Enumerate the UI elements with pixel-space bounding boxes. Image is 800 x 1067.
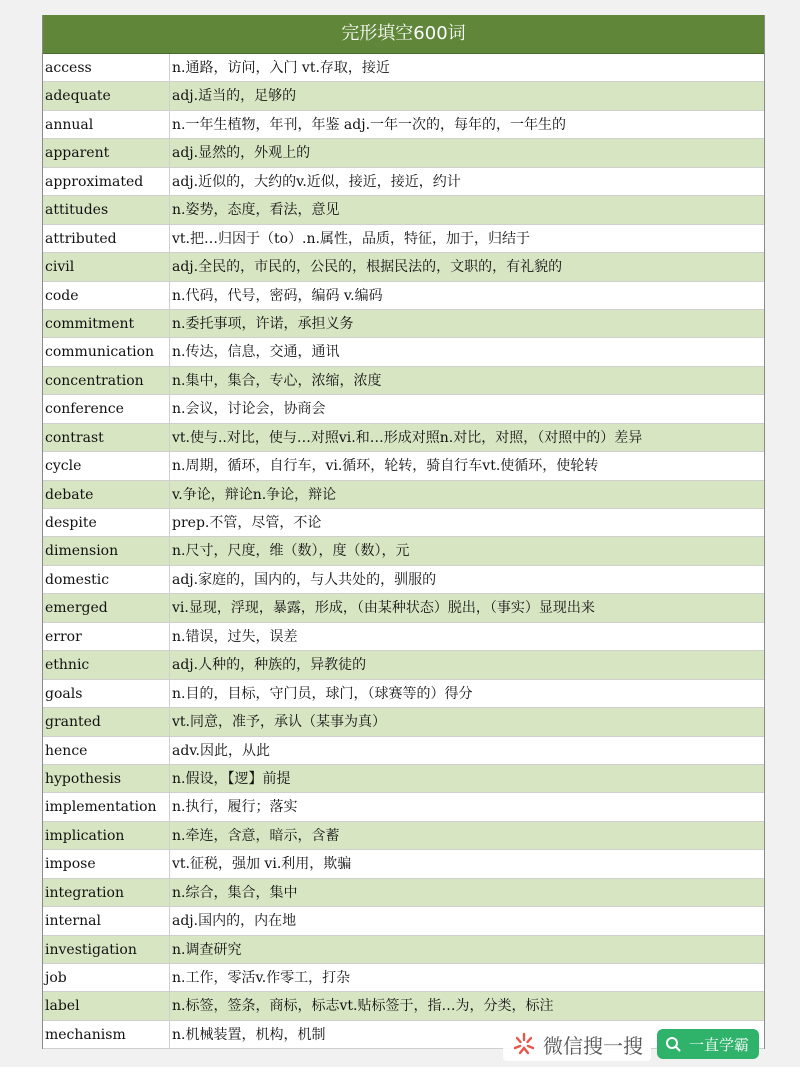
definition-cell: n.机械装置，机构，机制 — [172, 1026, 326, 1043]
table-row — [43, 481, 764, 509]
table-row — [43, 964, 764, 992]
word-cell: approximated — [43, 168, 170, 195]
table-row — [43, 168, 764, 196]
definition-cell: vi.显现，浮现，暴露，形成，（由某种状态）脱出，（事实）显现出来 — [172, 600, 595, 617]
word-cell: code — [43, 282, 170, 309]
table-title: 完形填空600词 — [43, 15, 764, 54]
word-cell: mechanism — [43, 1021, 170, 1048]
definition-cell: vt.把…归因于（to）.n.属性，品质，特征，加于，归结于 — [172, 230, 530, 247]
word-cell: hypothesis — [43, 765, 170, 792]
word-cell: integration — [43, 879, 170, 906]
wechat-search-logo-icon — [511, 1031, 537, 1057]
definition-cell: n.集中，集合，专心，浓缩，浓度 — [172, 372, 382, 389]
table-row — [43, 424, 764, 452]
definition-cell: prep.不管，尽管，不论 — [172, 515, 322, 531]
definition-cell: adj.全民的，市民的，公民的，根据民法的，文职的，有礼貌的 — [172, 259, 563, 276]
table-row — [43, 139, 764, 167]
table-row — [43, 367, 764, 395]
definition-cell: n.周期，循环，自行车，vi.循环，轮转，骑自行车vt.使循环，使轮转 — [172, 458, 599, 475]
definition-cell: n.调查研究 — [172, 941, 242, 958]
definition-cell: n.代码，代号，密码，编码 v.编码 — [172, 287, 383, 304]
table-row — [43, 793, 764, 821]
word-cell: domestic — [43, 566, 170, 593]
definition-cell: n.姿势，态度，看法，意见 — [172, 202, 340, 219]
definition-cell: n.会议，讨论会，协商会 — [172, 401, 326, 418]
definition-cell: n.标签，签条，商标，标志vt.贴标签于，指…为，分类，标注 — [172, 998, 554, 1015]
table-row — [43, 282, 764, 310]
table-row — [43, 651, 764, 679]
word-cell: job — [43, 964, 170, 991]
word-cell: despite — [43, 509, 170, 536]
table-row — [43, 708, 764, 736]
table-row — [43, 936, 764, 964]
table-row — [43, 850, 764, 878]
definition-cell: adj.人种的，种族的，异教徒的 — [172, 657, 367, 674]
definition-cell: n.错误，过失，误差 — [172, 628, 298, 645]
definition-cell: adj.国内的，内在地 — [172, 913, 297, 930]
table-row — [43, 509, 764, 537]
table-row — [43, 623, 764, 651]
word-cell: commitment — [43, 310, 170, 337]
word-cell: concentration — [43, 367, 170, 394]
word-cell: impose — [43, 850, 170, 877]
watermark-text: 微信搜一搜 — [543, 1033, 643, 1058]
table-row — [43, 680, 764, 708]
definition-cell: n.目的，目标，守门员，球门，（球赛等的）得分 — [172, 685, 473, 702]
definition-cell: n.假设，【逻】前提 — [172, 770, 291, 787]
table-row — [43, 822, 764, 850]
definition-cell: n.牵连，含意，暗示，含蓄 — [172, 827, 340, 844]
table-row — [43, 196, 764, 224]
table-row — [43, 452, 764, 480]
table-row — [43, 54, 764, 82]
table-row — [43, 537, 764, 565]
word-cell: error — [43, 623, 170, 650]
table-row — [43, 253, 764, 281]
definition-cell: n.执行，履行；落实 — [172, 799, 298, 816]
definition-cell: vt.使与..对比，使与…对照vi.和…形成对照n.对比，对照，（对照中的）差异 — [172, 429, 643, 446]
definition-cell: adj.近似的，大约的v.近似，接近，接近，约计 — [172, 173, 461, 190]
word-cell: implementation — [43, 793, 170, 820]
table-row — [43, 111, 764, 139]
table-row — [43, 737, 764, 765]
word-cell: debate — [43, 481, 170, 508]
definition-cell: vt.征税，强加 vi.利用，欺骗 — [172, 856, 352, 873]
word-cell: attributed — [43, 225, 170, 252]
word-cell: goals — [43, 680, 170, 707]
word-cell: access — [43, 54, 170, 81]
definition-cell: n.综合，集合，集中 — [172, 884, 298, 901]
table-row — [43, 310, 764, 338]
word-cell: hence — [43, 737, 170, 764]
word-cell: contrast — [43, 424, 170, 451]
watermark-button-label: 一直学霸 — [689, 1035, 750, 1054]
word-cell: ethnic — [43, 651, 170, 678]
table-row — [43, 566, 764, 594]
definition-cell: n.工作，零活v.作零工，打杂 — [172, 970, 351, 986]
table-row — [43, 225, 764, 253]
watermark-label — [503, 1027, 651, 1061]
definition-cell: v.争论，辩论n.争论，辩论 — [172, 486, 337, 503]
word-cell: dimension — [43, 537, 170, 564]
word-cell: conference — [43, 395, 170, 422]
word-cell: adequate — [43, 82, 170, 109]
definition-cell: n.传达，信息，交通，通讯 — [172, 344, 340, 361]
table-row — [43, 338, 764, 366]
table-row — [43, 594, 764, 622]
word-cell: attitudes — [43, 196, 170, 223]
word-cell: emerged — [43, 594, 170, 621]
table-row — [43, 907, 764, 935]
table-row — [43, 765, 764, 793]
word-cell: investigation — [43, 936, 170, 963]
definition-cell: adj.显然的，外观上的 — [172, 145, 311, 162]
definition-cell: vt.同意，准予，承认（某事为真） — [172, 714, 386, 731]
word-cell: civil — [43, 253, 170, 280]
vocabulary-table — [42, 15, 765, 1049]
definition-cell: adj.家庭的，国内的，与人共处的，驯服的 — [172, 571, 437, 588]
watermark-search-button[interactable] — [657, 1029, 759, 1059]
word-cell: internal — [43, 907, 170, 934]
word-cell: annual — [43, 111, 170, 138]
word-cell: cycle — [43, 452, 170, 479]
definition-cell: n.尺寸，尺度，维（数），度（数），元 — [172, 543, 410, 560]
definition-cell: adj.适当的，足够的 — [172, 88, 297, 105]
definition-cell: n.委托事项，许诺，承担义务 — [172, 315, 354, 332]
definition-cell: n.通路，访问，入门 vt.存取，接近 — [172, 60, 390, 76]
word-cell: granted — [43, 708, 170, 735]
table-row — [43, 879, 764, 907]
table-row — [43, 992, 764, 1020]
word-cell: implication — [43, 822, 170, 849]
table-body — [43, 54, 764, 1049]
search-icon — [665, 1036, 681, 1052]
word-cell: communication — [43, 338, 170, 365]
definition-cell: adv.因此，从此 — [172, 742, 271, 759]
word-cell: label — [43, 992, 170, 1019]
word-cell: apparent — [43, 139, 170, 166]
table-row — [43, 82, 764, 110]
watermark — [503, 1025, 795, 1063]
definition-cell: n.一年生植物，年刊，年鉴 adj.一年一次的，每年的，一年生的 — [172, 116, 567, 133]
table-row — [43, 395, 764, 423]
